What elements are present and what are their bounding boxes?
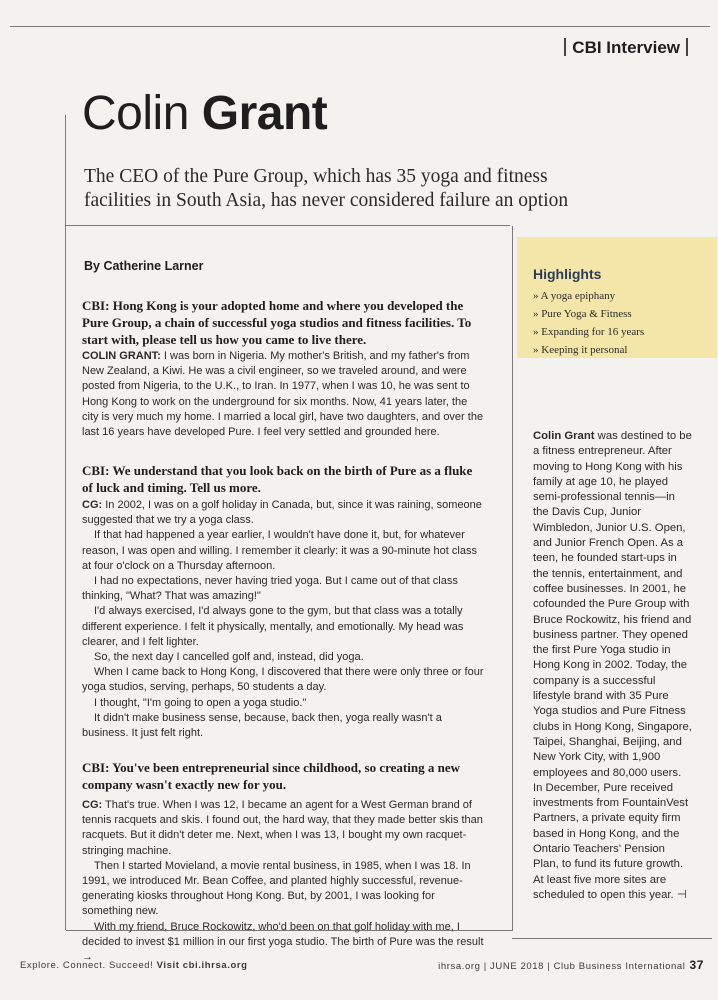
answer-2	[82, 498, 484, 741]
answer-lead: CG:	[82, 499, 103, 511]
title-last-name: Grant	[201, 87, 328, 140]
question-2	[82, 462, 482, 496]
answer-paragraph: In 2002, I was on a golf holiday in Canada, but, since it was raining, someone suggested that we try a yoga class.	[82, 499, 482, 527]
footer-folio: ihrsa.org | JUNE 2018 | Club Business International	[438, 961, 686, 972]
footer-tagline: Explore. Connect. Succeed!	[20, 960, 157, 971]
answer-paragraph: If that had happened a year earlier, I wouldn't have done it, but, for whatever reason, I was open and willing. I remember it clearly: it was a 90-minute hot class at four o'clock on a Thursday afternoon.	[82, 529, 477, 572]
bio-text: was destined to be a fitness entrepreneur. After moving to Hong Kong with his family at age 10, he played semi-professional tennis—in the Davis Cup, Junior Wimbledon, Junior U.S. Open, and Junior French Open. As a teen, he founded start-ups in the tennis, entertainment, and coffee businesses. In 2001, he cofounded the Pure Group with Bruce Rockowitz, his friend and business partner. They opened the first Pure Yoga studio in Hong Kong in 2002. Today, the company is a successful lifestyle brand with 35 Pure Yoga studios and Pure Fitness clubs in Hong Kong, Singapore, Taipei, Shanghai, Beijing, and New York City, with 1,900 employees and 80,000 users. In December, Pure received investments from FountainVest Partners, a private equity firm based in Hong Kong, and the Ontario Teachers' Pension Plan, to fund its future growth. At least five more sites are scheduled to open this year. ⊣	[533, 430, 692, 901]
question-lead: CBI:	[82, 463, 110, 478]
answer-paragraph: So, the next day I cancelled golf and, instead, did yoga.	[94, 651, 364, 664]
footer-link[interactable]: Visit cbi.ihrsa.org	[156, 960, 248, 971]
answer-paragraph: When I came back to Hong Kong, I discovered that there were only three or four yoga studios, serving, perhaps, 50 students a day.	[82, 666, 484, 694]
byline: By Catherine Larner	[84, 259, 204, 273]
answer-paragraph: I'd always exercised, I'd always gone to the gym, but that class was a totally different experience. I felt it physically, mentally, and emotionally. My head was clearer, and I felt lighter.	[82, 605, 464, 648]
highlights-title: Highlights	[533, 266, 602, 282]
answer-paragraph: With my friend, Bruce Rockowitz, who'd been on that golf holiday with me, I decided to invest $1 million in our first yoga studio. The birth of Pure was the result →	[82, 920, 484, 964]
section-tag-bar-right	[686, 38, 688, 56]
bio-sidebar	[533, 429, 693, 903]
question-1	[82, 297, 482, 348]
answer-3	[82, 798, 484, 965]
highlights-item: » Expanding for 16 years	[533, 326, 645, 338]
bio-name: Colin Grant	[533, 430, 595, 442]
footer-left	[20, 960, 248, 971]
bio-bottom-rule	[512, 938, 712, 939]
answer-paragraph: That's true. When I was 12, I became an agent for a West German brand of tennis racquets and skis. I found out, the hard way, that they made better skis than racquets. But it didn't deter me. Next, when I was 13, I bought my own racquet-stringing machine.	[82, 799, 483, 857]
page-number: 37	[689, 958, 704, 972]
article-deck: The CEO of the Pure Group, which has 35 yoga and fitness facilities in South Asia, has never considered failure an option	[84, 166, 569, 211]
answer-paragraph: I thought, "I'm going to open a yoga studio."	[94, 696, 307, 709]
column-divider	[512, 226, 513, 931]
question-lead: CBI:	[82, 760, 110, 775]
left-rule	[65, 115, 66, 930]
article-title	[82, 87, 328, 140]
answer-paragraph: It didn't make business sense, because, back then, yoga really wasn't a business. It just felt right.	[82, 711, 442, 740]
answer-lead: CG:	[82, 799, 103, 811]
question-text: Hong Kong is your adopted home and where you developed the Pure Group, a chain of successful yoga studios and fitness facilities. To start with, please tell us how you came to live there.	[82, 298, 472, 347]
section-tag	[558, 38, 694, 58]
answer-paragraph: I had no expectations, never having tried yoga. But I came out of that class thinking, "What? That was amazing!"	[82, 575, 458, 603]
highlights-list	[533, 287, 644, 359]
question-text: We understand that you look back on the birth of Pure as a fluke of luck and timing. Tell us more.	[82, 463, 473, 495]
highlights-item: » A yoga epiphany	[533, 290, 616, 302]
deck-rule	[66, 225, 510, 226]
section-tag-label: CBI Interview	[572, 38, 680, 57]
highlights-item: » Pure Yoga & Fitness	[533, 308, 632, 320]
answer-lead: COLIN GRANT:	[82, 350, 161, 362]
question-lead: CBI:	[82, 298, 110, 313]
footer-right	[438, 958, 704, 972]
top-rule	[10, 26, 710, 27]
answer-paragraph: I was born in Nigeria. My mother's British, and my father's from New Zealand, a Kiwi. He was a civil engineer, so we traveled around, and were posted from Nigeria, to the U.K., to Iran. In 1977, when I was 10, he was sent to Hong Kong to work on the underground for six months. Now, 41 years later, the city is very much my home. I married a local girl, have two daughters, and over the last 16 years have developed Pure. I feel very settled and grounded here.	[82, 350, 484, 439]
highlights-item: » Keeping it personal	[533, 344, 628, 356]
question-3	[82, 759, 482, 793]
question-text: You've been entrepreneurial since childhood, so creating a new company wasn't exactly new for you.	[82, 760, 460, 792]
section-tag-bar	[564, 38, 566, 56]
title-first-name: Colin	[82, 87, 189, 140]
answer-1	[82, 349, 484, 440]
answer-paragraph: Then I started Movieland, a movie rental business, in 1985, when I was 18. In 1991, we introduced Mr. Bean Coffee, and planted highly successful, revenue-generating kiosks throughout Hong Kong. But, by 2001, I was looking for something new.	[82, 859, 471, 918]
